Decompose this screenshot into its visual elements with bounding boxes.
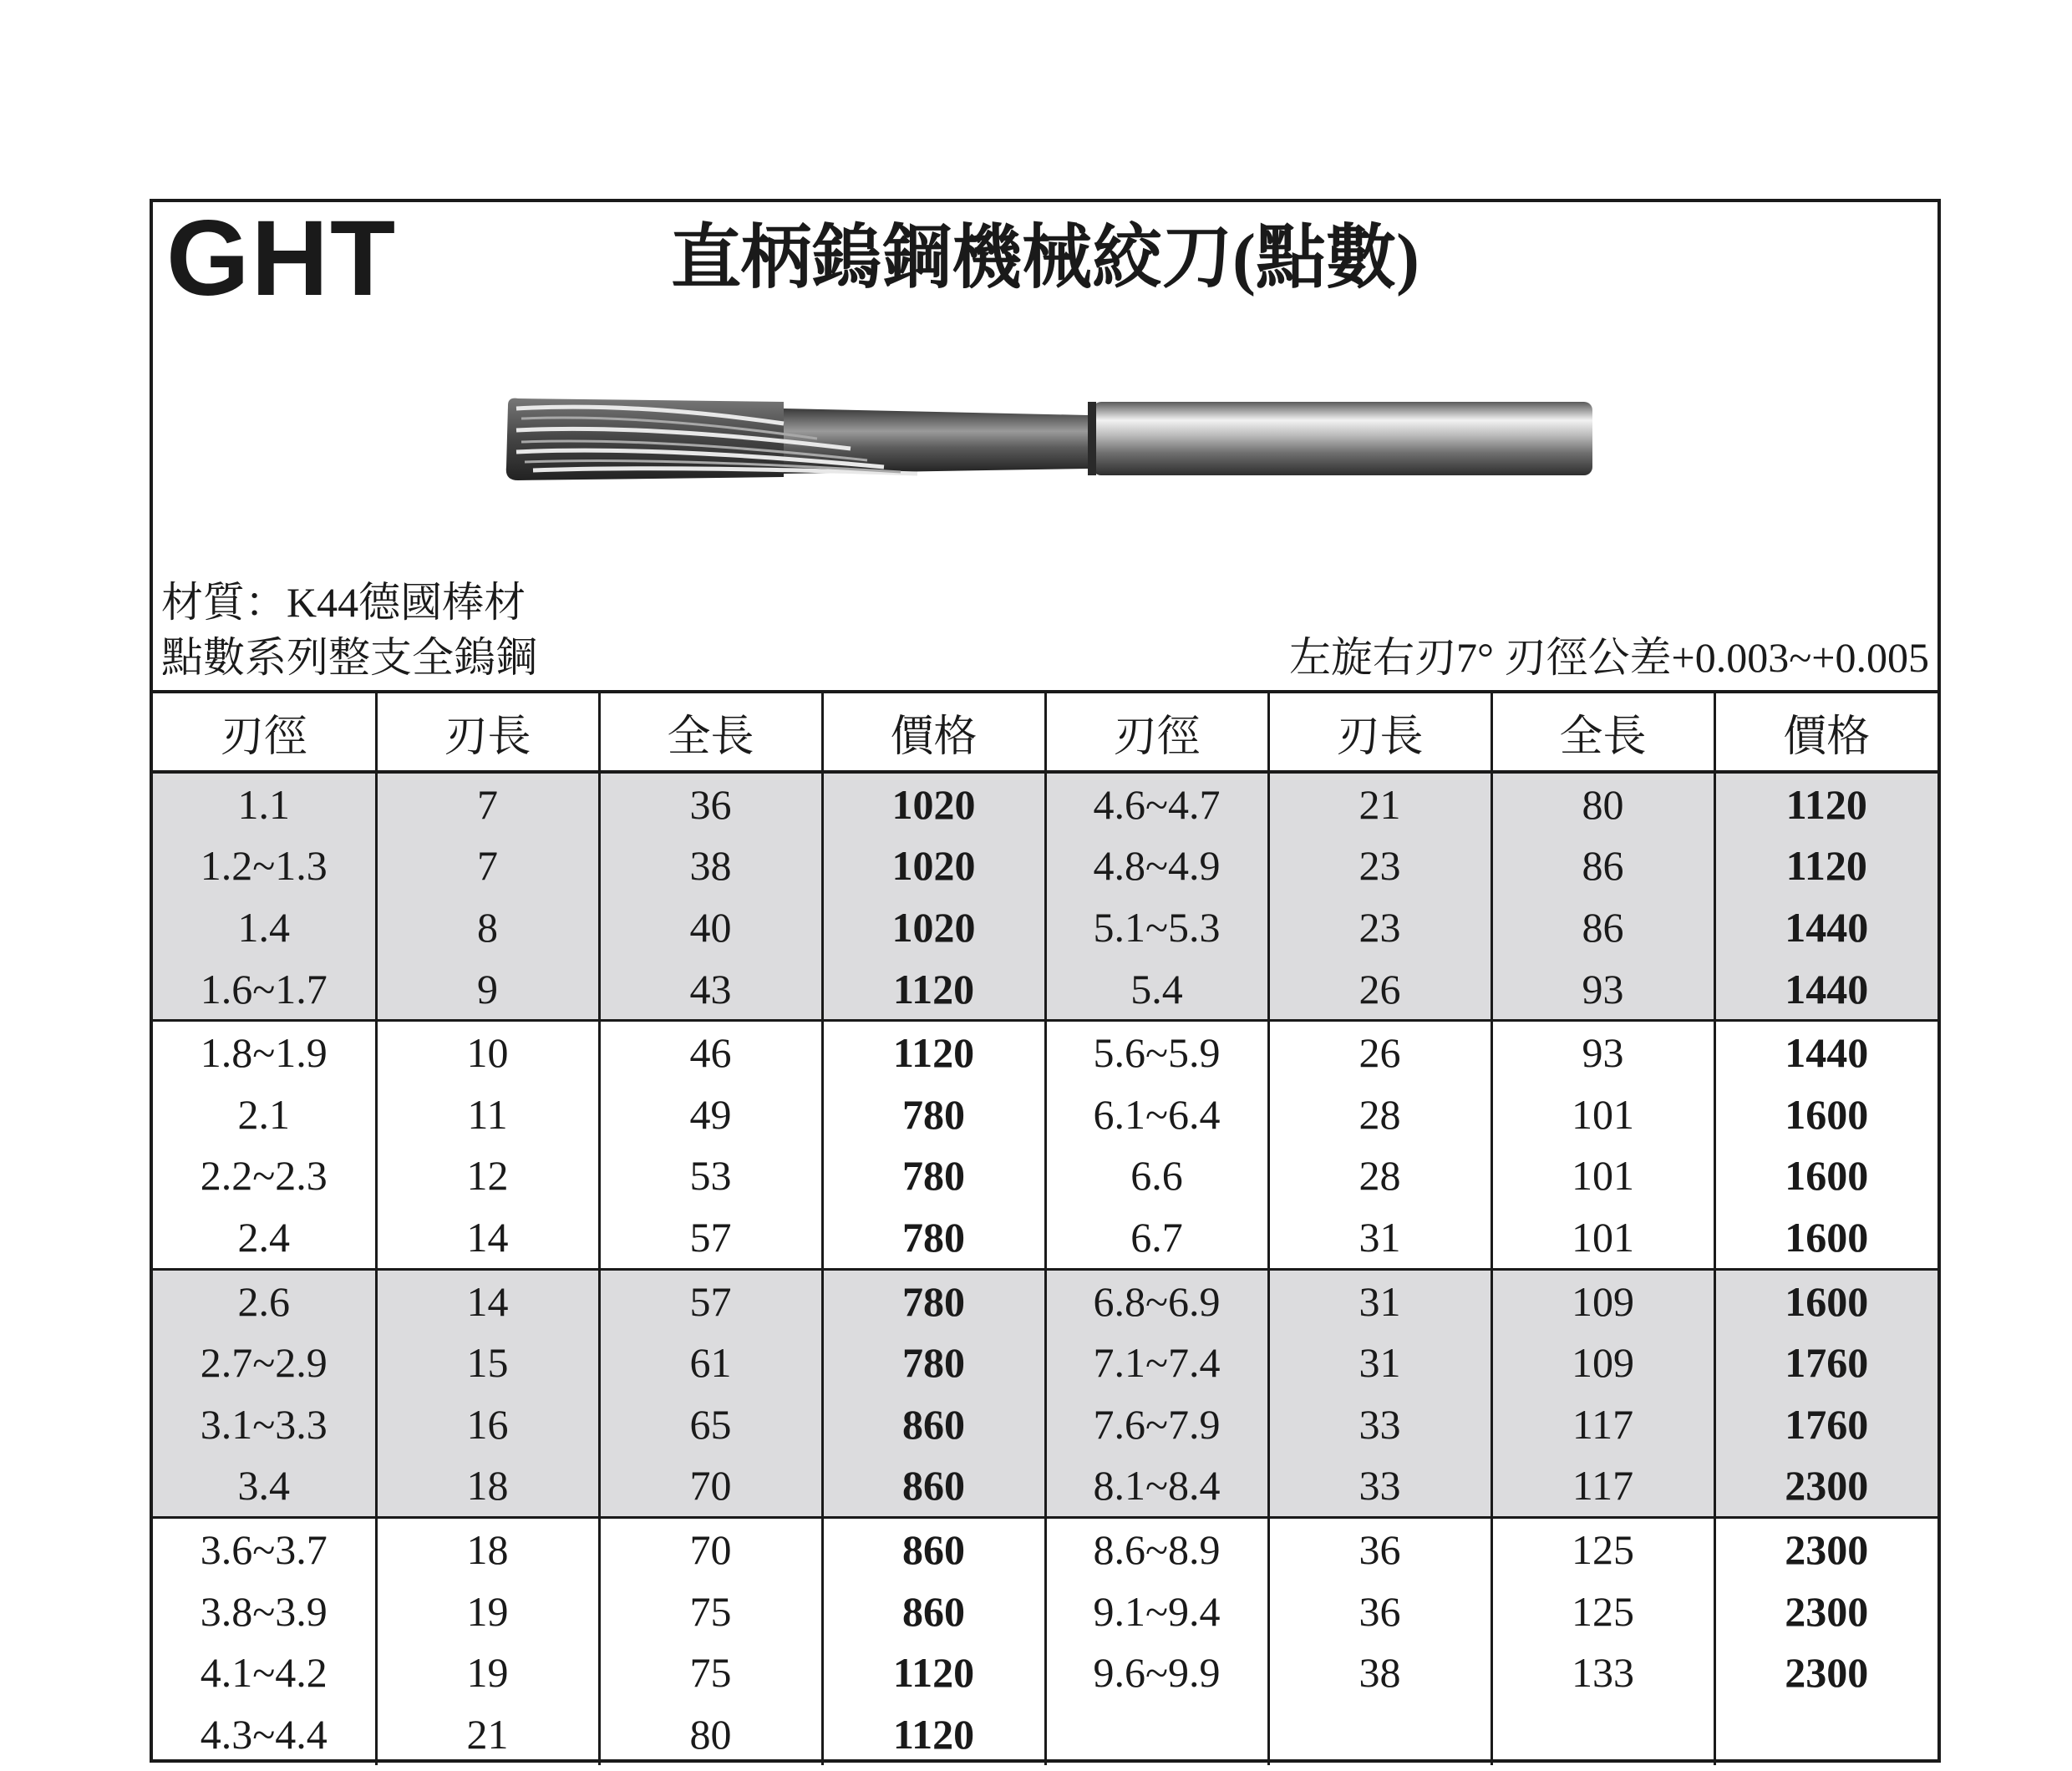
table-row [153,958,1937,1021]
overall-length-cell: 93 [1491,1021,1714,1083]
flute-length-cell: 7 [376,835,599,897]
price-table [153,690,1937,1765]
overall-length-cell: 93 [1491,958,1714,1021]
price-cell: 780 [822,1083,1045,1145]
overall-length-cell: 43 [599,958,822,1021]
price-cell: 1120 [1714,772,1937,835]
overall-length-cell: 38 [599,835,822,897]
price-cell: 1440 [1714,896,1937,958]
overall-length-cell: 125 [1491,1581,1714,1642]
diameter-cell: 2.7~2.9 [153,1332,376,1393]
flute-length-cell: 31 [1268,1269,1491,1332]
table-row [153,896,1937,958]
table-row [153,1021,1937,1083]
reamer-image [500,390,1602,490]
overall-length-cell: 109 [1491,1332,1714,1393]
flute-length-cell: 12 [376,1145,599,1207]
overall-length-cell: 80 [1491,772,1714,835]
table-row [153,1269,1937,1332]
material-text: 材質：K44德國棒材 [161,579,526,626]
diameter-cell: 4.8~4.9 [1045,835,1268,897]
overall-length-cell: 125 [1491,1518,1714,1581]
diameter-cell: 8.6~8.9 [1045,1518,1268,1581]
diameter-cell: 7.1~7.4 [1045,1332,1268,1393]
flute-length-cell: 38 [1268,1642,1491,1703]
price-cell: 1120 [822,958,1045,1021]
header-diameter: 刃徑 [153,692,376,772]
header-overall-length: 全長 [599,692,822,772]
flute-length-cell: 31 [1268,1206,1491,1269]
diameter-cell: 5.6~5.9 [1045,1021,1268,1083]
diameter-cell: 1.6~1.7 [153,958,376,1021]
flute-length-cell: 23 [1268,835,1491,897]
overall-length-cell: 70 [599,1518,822,1581]
table-row [153,1455,1937,1518]
price-cell: 1020 [822,772,1045,835]
flute-length-cell: 7 [376,772,599,835]
flute-length-cell: 26 [1268,958,1491,1021]
price-cell: 1440 [1714,1021,1937,1083]
table-row [153,1332,1937,1393]
flute-length-cell: 21 [376,1703,599,1765]
diameter-cell [1045,1703,1268,1765]
diameter-cell: 6.1~6.4 [1045,1083,1268,1145]
flute-length-cell [1268,1703,1491,1765]
flute-length-cell: 16 [376,1393,599,1455]
table-row [153,1703,1937,1765]
overall-length-cell: 61 [599,1332,822,1393]
flute-length-cell: 15 [376,1332,599,1393]
flute-length-cell: 31 [1268,1332,1491,1393]
diameter-cell: 7.6~7.9 [1045,1393,1268,1455]
price-cell: 1760 [1714,1393,1937,1455]
flute-length-cell: 14 [376,1206,599,1269]
price-cell: 1120 [1714,835,1937,897]
diameter-cell: 2.4 [237,1213,290,1261]
overall-length-cell: 86 [1491,835,1714,897]
price-cell: 1600 [1714,1083,1937,1145]
diameter-cell: 1.4 [153,896,376,958]
flute-length-cell: 36 [1268,1581,1491,1642]
diameter-cell: 8.1~8.4 [1045,1455,1268,1518]
diameter-cell: 9.6~9.9 [1045,1642,1268,1703]
header-diameter: 刃徑 [1045,692,1268,772]
flute-length-cell: 33 [1268,1455,1491,1518]
brand-logo: GHT [166,199,398,318]
diameter-cell: 4.1~4.2 [200,1649,328,1697]
table-row [153,772,1937,835]
table-row [153,1206,1937,1269]
diameter-cell: 5.1~5.3 [1045,896,1268,958]
diameter-cell: 4.3~4.4 [200,1710,328,1758]
flute-length-cell: 9 [376,958,599,1021]
price-cell: 860 [822,1455,1045,1518]
overall-length-cell: 117 [1491,1455,1714,1518]
price-cell: 1120 [822,1642,1045,1703]
overall-length-cell [1491,1703,1714,1765]
header-overall-length: 全長 [1491,692,1714,772]
table-row [153,1083,1937,1145]
table-row [153,1581,1937,1642]
flute-length-cell: 18 [376,1455,599,1518]
price-cell: 1600 [1714,1206,1937,1269]
diameter-cell: 2.2~2.3 [200,1152,328,1200]
header-flute-length: 刃長 [376,692,599,772]
flute-length-cell: 23 [1268,896,1491,958]
overall-length-cell: 75 [599,1581,822,1642]
overall-length-cell: 101 [1491,1083,1714,1145]
overall-length-cell: 101 [1491,1145,1714,1207]
flute-length-cell: 8 [376,896,599,958]
flute-length-cell: 36 [1268,1518,1491,1581]
diameter-cell: 3.6~3.7 [153,1518,376,1581]
overall-length-cell: 101 [1491,1206,1714,1269]
overall-length-cell: 40 [599,896,822,958]
price-cell: 1600 [1714,1145,1937,1207]
overall-length-cell: 133 [1491,1642,1714,1703]
flute-length-cell: 11 [376,1083,599,1145]
flute-length-cell: 28 [1268,1083,1491,1145]
diameter-cell: 6.8~6.9 [1045,1269,1268,1332]
overall-length-cell: 109 [1491,1269,1714,1332]
diameter-cell: 1.2~1.3 [153,835,376,897]
diameter-cell: 2.1 [237,1090,290,1138]
diameter-cell: 3.4 [153,1455,376,1518]
series-text: 點數系列整支全鎢鋼 [161,634,537,681]
price-cell: 860 [822,1518,1045,1581]
price-cell: 1020 [822,835,1045,897]
page-title: 直柄鎢鋼機械絞刀(點數) [671,220,1419,297]
flute-length-cell: 26 [1268,1021,1491,1083]
price-cell: 2300 [1714,1455,1937,1518]
overall-length-cell: 86 [1491,896,1714,958]
diameter-cell: 3.8~3.9 [200,1587,328,1635]
price-cell: 2300 [1714,1518,1937,1581]
flute-length-cell: 19 [376,1642,599,1703]
table-row [153,1642,1937,1703]
overall-length-cell: 57 [599,1269,822,1332]
price-cell: 780 [822,1145,1045,1207]
header-price: 價格 [822,692,1045,772]
overall-length-cell: 117 [1491,1393,1714,1455]
price-cell: 1760 [1714,1332,1937,1393]
flute-length-cell: 21 [1268,772,1491,835]
overall-length-cell: 57 [599,1206,822,1269]
diameter-cell: 1.8~1.9 [153,1021,376,1083]
overall-length-cell: 70 [599,1455,822,1518]
diameter-cell: 4.6~4.7 [1045,772,1268,835]
price-cell: 1020 [822,896,1045,958]
price-cell: 1120 [822,1021,1045,1083]
flute-length-cell: 10 [376,1021,599,1083]
price-cell: 2300 [1714,1642,1937,1703]
price-cell: 1120 [822,1703,1045,1765]
overall-length-cell: 53 [599,1145,822,1207]
price-cell: 780 [822,1206,1045,1269]
overall-length-cell: 46 [599,1021,822,1083]
table-row [153,1145,1937,1207]
overall-length-cell: 36 [599,772,822,835]
diameter-cell: 1.1 [153,772,376,835]
table-row [153,1518,1937,1581]
price-cell [1714,1703,1937,1765]
table-row [153,835,1937,897]
diameter-cell: 6.7 [1045,1206,1268,1269]
price-cell: 2300 [1714,1581,1937,1642]
overall-length-cell: 75 [599,1642,822,1703]
overall-length-cell: 80 [599,1703,822,1765]
diameter-cell: 3.1~3.3 [153,1393,376,1455]
flute-length-cell: 14 [376,1269,599,1332]
overall-length-cell: 49 [599,1083,822,1145]
price-cell: 1600 [1714,1269,1937,1332]
diameter-cell: 5.4 [1045,958,1268,1021]
price-cell: 1440 [1714,958,1937,1021]
flute-length-cell: 18 [376,1518,599,1581]
price-cell: 780 [822,1332,1045,1393]
flute-length-cell: 28 [1268,1145,1491,1207]
header-flute-length: 刃長 [1268,692,1491,772]
flute-length-cell: 19 [376,1581,599,1642]
catalog-frame [150,199,1941,1763]
price-cell: 860 [822,1581,1045,1642]
flute-length-cell: 33 [1268,1393,1491,1455]
diameter-cell: 9.1~9.4 [1045,1581,1268,1642]
price-cell: 860 [822,1393,1045,1455]
table-row [153,1393,1937,1455]
tolerance-text: 左旋右刃7° 刃徑公差+0.003~+0.005 [1289,634,1929,681]
price-cell: 780 [822,1269,1045,1332]
table-header-row [153,692,1937,772]
diameter-cell: 2.6 [153,1269,376,1332]
header-price: 價格 [1714,692,1937,772]
diameter-cell: 6.6 [1045,1145,1268,1207]
reamer-shank [1093,402,1592,475]
overall-length-cell: 65 [599,1393,822,1455]
